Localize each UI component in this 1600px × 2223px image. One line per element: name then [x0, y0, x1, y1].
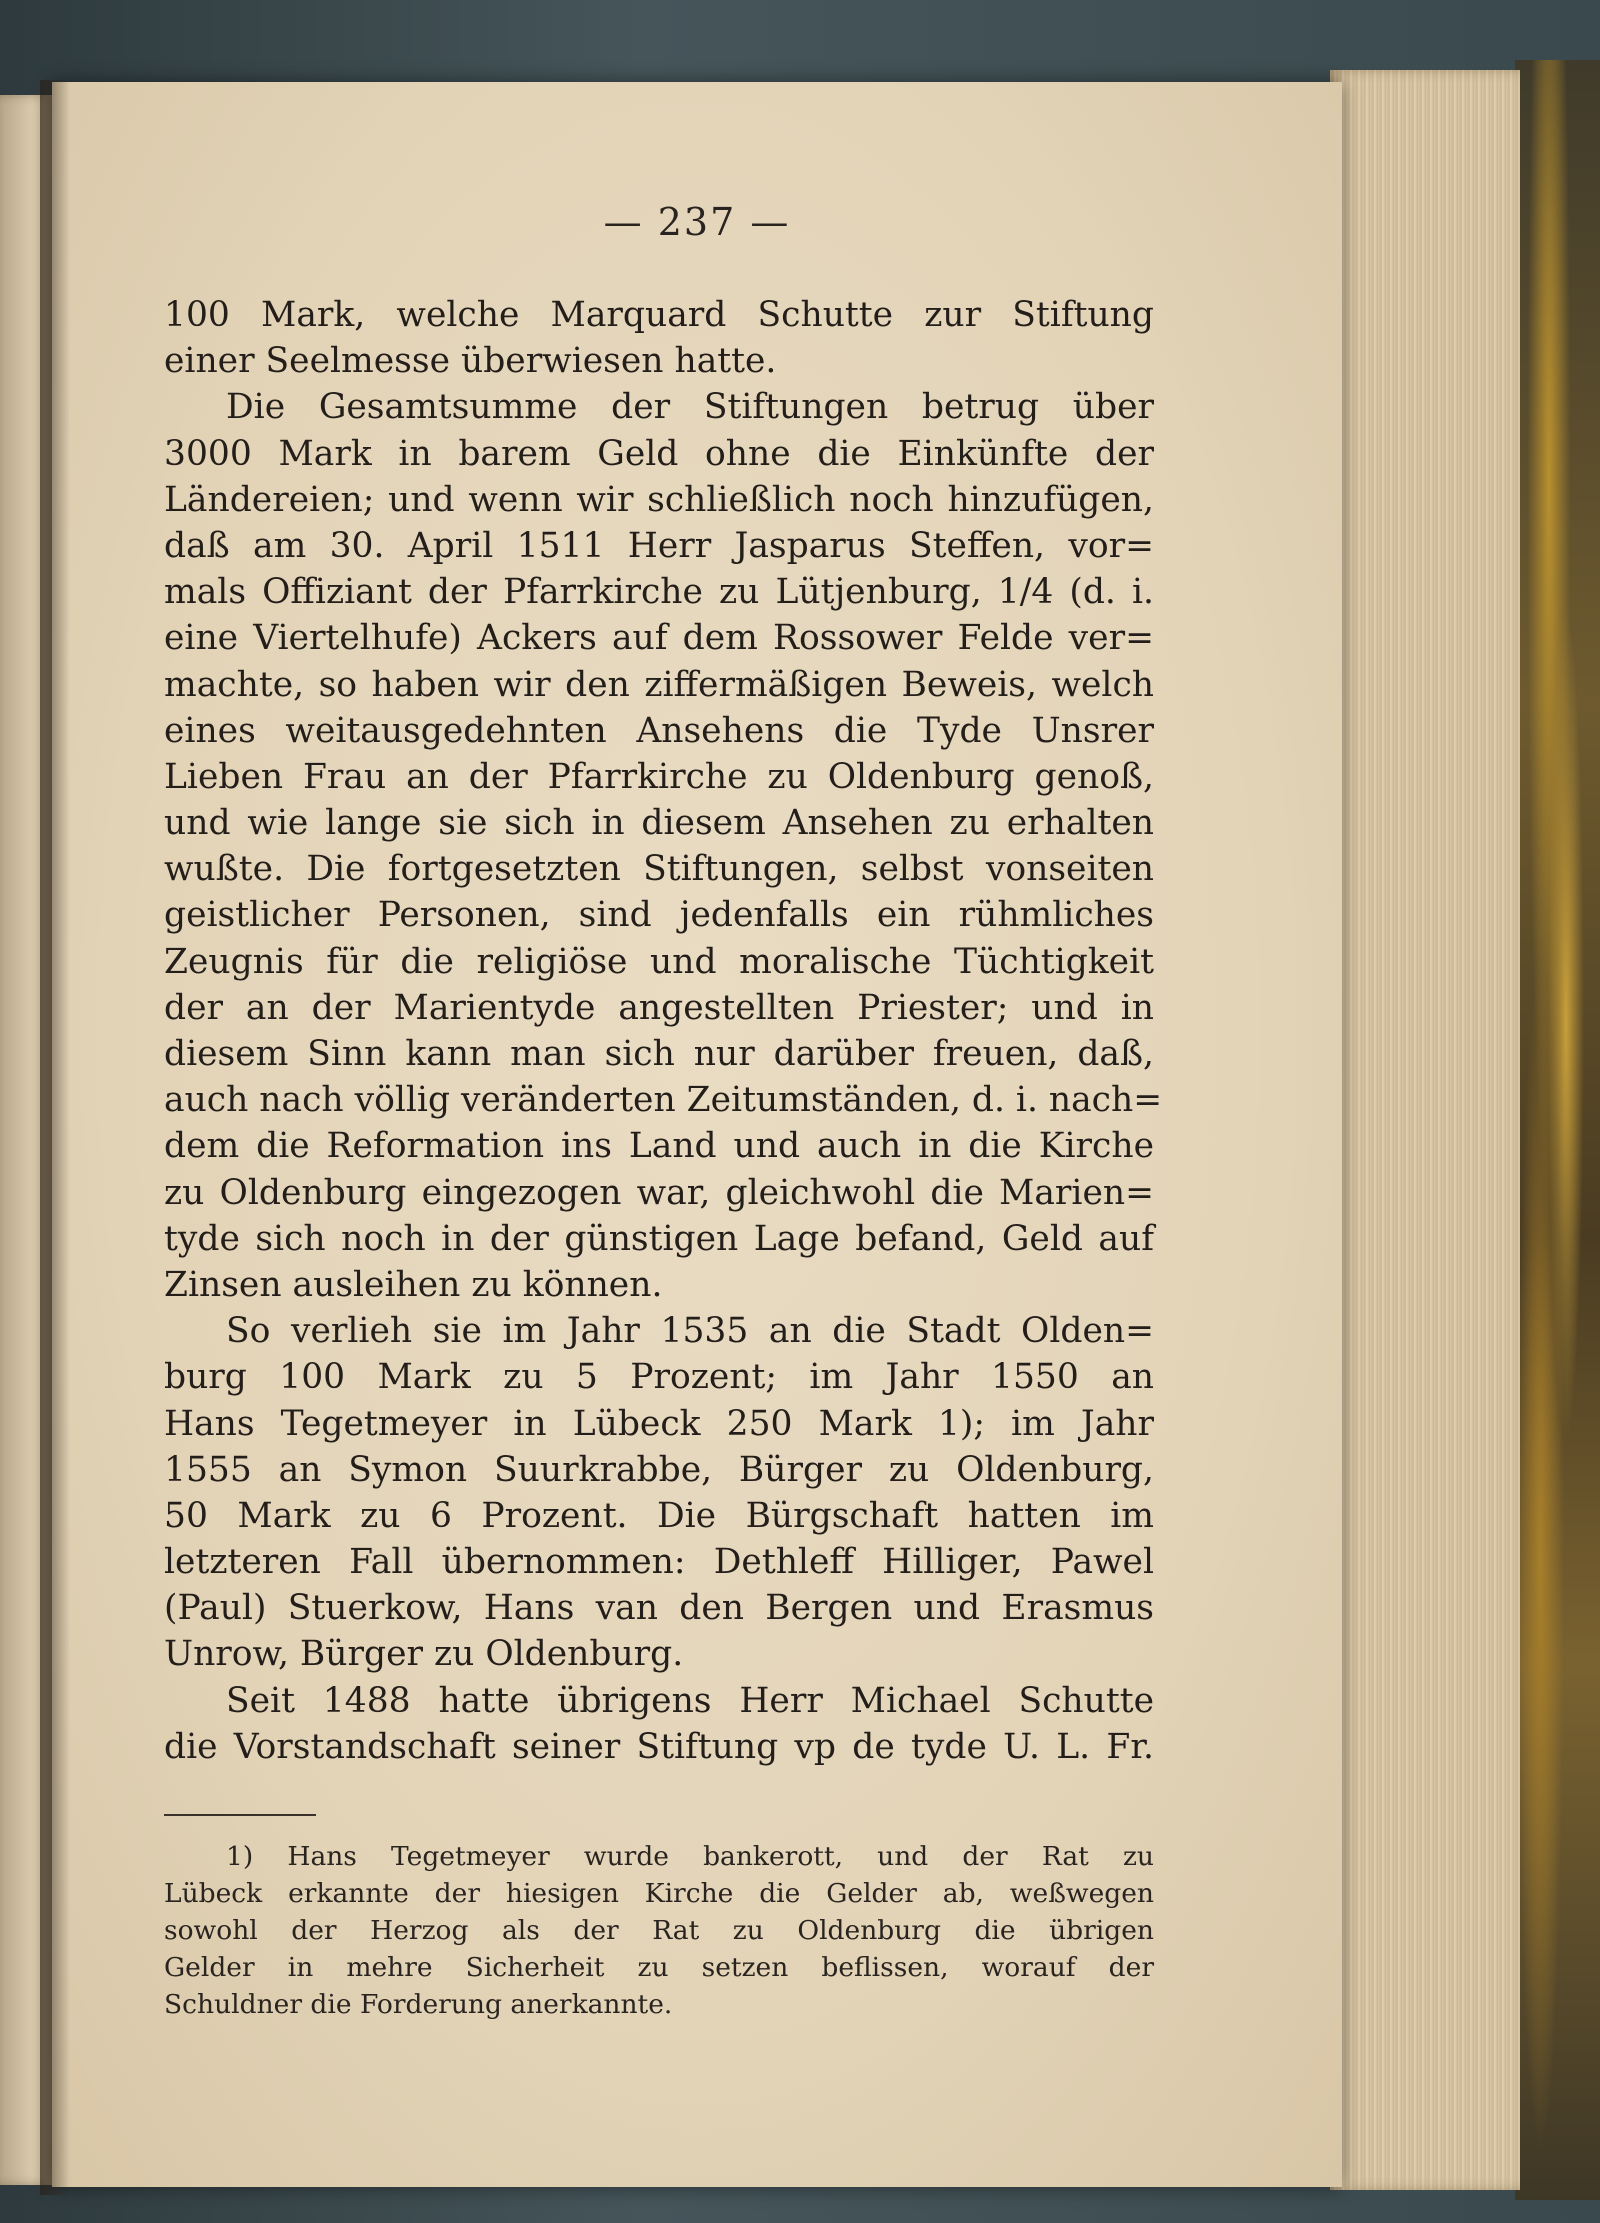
- body_lines-line: 50 Mark zu 6 Prozent. Die Bürgschaft hatten im: [164, 1495, 1154, 1536]
- body_lines-line: burg 100 Mark zu 5 Prozent; im Jahr 1550 an: [164, 1357, 1154, 1398]
- body_lines-line: Ländereien; und wenn wir schließlich noch hinzufügen,: [164, 479, 1154, 520]
- body_lines-line: 1555 an Symon Suurkrabbe, Bürger zu Oldenburg,: [164, 1449, 1154, 1490]
- book-page: [52, 82, 1342, 2187]
- footnote_lines-line: Schuldner die Forderung anerkannte.: [164, 1989, 673, 2020]
- page-stack-edge: [1330, 70, 1520, 2190]
- body_lines-line: der an der Marientyde angestellten Priester; und in: [164, 987, 1154, 1028]
- body_lines-line: letzteren Fall übernommen: Dethleff Hilliger, Pawel: [164, 1542, 1154, 1583]
- body_lines-line: eine Viertelhufe) Ackers auf dem Rossower Felde ver=: [164, 618, 1154, 659]
- body_lines-line: eines weitausgedehnten Ansehens die Tyde Unsrer: [164, 710, 1154, 751]
- body_lines-line: zu Oldenburg eingezogen war, gleichwohl die Marien=: [164, 1172, 1154, 1213]
- footnote: [164, 1838, 1154, 2023]
- footnote_lines-line: Lübeck erkannte der hiesigen Kirche die Gelder ab, weßwegen: [164, 1878, 1154, 1909]
- body_lines-line: und wie lange sie sich in diesem Ansehen zu erhalten: [164, 803, 1154, 844]
- body_lines-line: Zeugnis für die religiöse und moralische Tüchtigkeit: [164, 941, 1154, 982]
- body_lines-line: geistlicher Personen, sind jedenfalls ein rühmliches: [164, 895, 1154, 936]
- body_lines-line: die Vorstandschaft seiner Stiftung vp de tyde U. L. Fr.: [164, 1726, 1154, 1767]
- body_lines-line: So verlieh sie im Jahr 1535 an die Stadt Olden=: [226, 1311, 1154, 1352]
- footnote_lines-line: sowohl der Herzog als der Rat zu Oldenburg die übrigen: [164, 1915, 1154, 1946]
- body_lines-line: Zinsen ausleihen zu können.: [164, 1264, 663, 1305]
- body-text: [164, 292, 1163, 1770]
- body_lines-line: einer Seelmesse überwiesen hatte.: [164, 341, 777, 382]
- footnote_lines-line: Gelder in mehre Sicherheit zu setzen beflissen, worauf der: [164, 1952, 1154, 1983]
- body_lines-line: Die Gesamtsumme der Stiftungen betrug über: [226, 387, 1154, 428]
- body_lines-line: Seit 1488 hatte übrigens Herr Michael Schutte: [226, 1680, 1154, 1721]
- body_lines-line: daß am 30. April 1511 Herr Jasparus Steffen, vor=: [164, 525, 1154, 566]
- body_lines-line: dem die Reformation ins Land und auch in die Kirche: [164, 1126, 1154, 1167]
- body_lines-line: (Paul) Stuerkow, Hans van den Bergen und Erasmus: [164, 1588, 1154, 1629]
- body_lines-line: diesem Sinn kann man sich nur darüber freuen, daß,: [164, 1034, 1154, 1074]
- body_lines-line: Lieben Frau an der Pfarrkirche zu Oldenburg genoß,: [164, 756, 1154, 797]
- body_lines-line: 100 Mark, welche Marquard Schutte zur Stiftung: [164, 295, 1154, 335]
- body_lines-line: Unrow, Bürger zu Oldenburg.: [164, 1634, 684, 1675]
- body_lines-line: machte, so haben wir den ziffermäßigen Beweis, welch: [164, 664, 1154, 705]
- body_lines-line: mals Offiziant der Pfarrkirche zu Lütjenburg, 1/4 (d. i.: [164, 572, 1154, 613]
- footnote_lines-line: 1) Hans Tegetmeyer wurde bankerott, und der Rat zu: [226, 1841, 1154, 1872]
- body_lines-line: 3000 Mark in barem Geld ohne die Einkünfte der: [164, 433, 1154, 474]
- body_lines-line: auch nach völlig veränderten Zeitumständen, d. i. nach=: [164, 1080, 1163, 1121]
- marbled-page-edge: [1515, 60, 1600, 2200]
- footnote-rule: [164, 1814, 316, 1816]
- gutter-shadow: [40, 80, 70, 2195]
- body_lines-line: wußte. Die fortgesetzten Stiftungen, selbst vonseiten: [164, 849, 1154, 890]
- page-number: — 237 —: [603, 200, 791, 244]
- body_lines-line: Hans Tegetmeyer in Lübeck 250 Mark 1); im Jahr: [164, 1403, 1154, 1444]
- body_lines-line: tyde sich noch in der günstigen Lage befand, Geld auf: [164, 1218, 1154, 1259]
